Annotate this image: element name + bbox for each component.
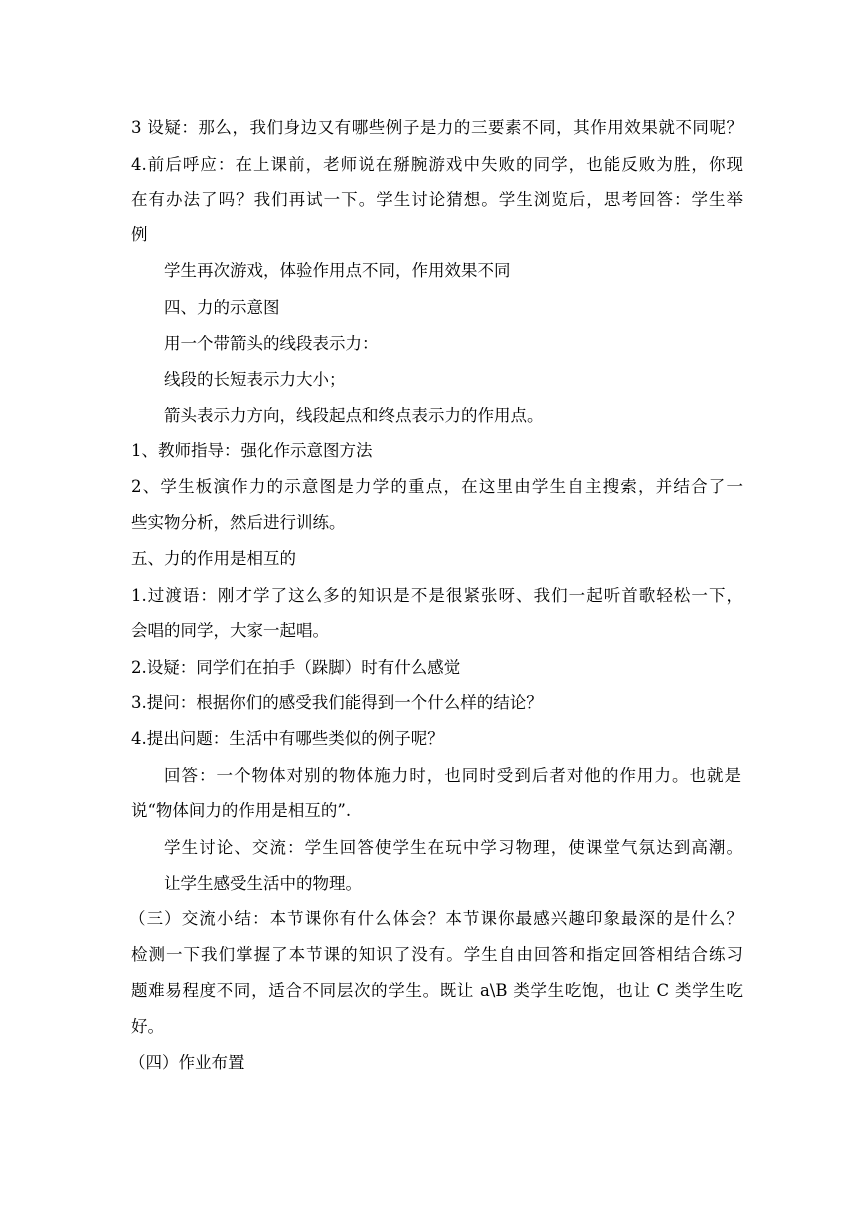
text-line-16: 2.设疑：同学们在拍手（跺脚）时有什么感觉 bbox=[131, 658, 461, 677]
text-line-2: 4.前后呼应：在上课前，老师说在掰腕游戏中失败的同学，也能反败为胜，你现 bbox=[131, 155, 743, 174]
text-line-7: 用一个带箭头的线段表示力： bbox=[164, 334, 379, 353]
text-line-12: 些实物分析，然后进行训练。 bbox=[131, 513, 346, 532]
text-line-17: 3.提问：根据你们的感受我们能得到一个什么样的结论？ bbox=[131, 693, 543, 712]
text-line-15: 会唱的同学，大家一起唱。 bbox=[131, 621, 329, 640]
text-line-26: 好。 bbox=[131, 1017, 164, 1036]
text-line-25: 题难易程度不同，适合不同层次的学生。既让 a\B 类学生吃饱，也让 C 类学生吃 bbox=[131, 981, 743, 1000]
text-line-4: 例 bbox=[131, 225, 148, 244]
text-line-24: 检测一下我们掌握了本节课的知识了没有。学生自由回答和指定回答相结合练习 bbox=[131, 945, 743, 964]
text-line-11: 2、学生板演作力的示意图是力学的重点，在这里由学生自主搜索，并结合了一 bbox=[131, 477, 743, 496]
text-line-18: 4.提出问题：生活中有哪些类似的例子呢？ bbox=[131, 729, 444, 748]
text-line-9: 箭头表示力方向，线段起点和终点表示力的作用点。 bbox=[164, 406, 544, 425]
text-line-22: 让学生感受生活中的物理。 bbox=[164, 874, 362, 893]
section-heading-4-homework: （四）作业布置 bbox=[129, 1053, 245, 1072]
text-line-1: 3 设疑：那么，我们身边又有哪些例子是力的三要素不同，其作用效果就不同呢？ bbox=[131, 118, 743, 137]
text-line-10: 1、教师指导：强化作示意图方法 bbox=[131, 441, 373, 460]
text-line-14: 1.过渡语：刚才学了这么多的知识是不是很紧张呀、我们一起听首歌轻松一下， bbox=[131, 586, 743, 605]
text-line-21: 学生讨论、交流：学生回答使学生在玩中学习物理，使课堂气氛达到高潮。 bbox=[164, 838, 743, 857]
text-line-20: 说“物体间力的作用是相互的”. bbox=[131, 801, 352, 820]
text-line-5: 学生再次游戏，体验作用点不同，作用效果不同 bbox=[164, 261, 511, 280]
text-line-3: 在有办法了吗？我们再试一下。学生讨论猜想。学生浏览后，思考回答：学生举 bbox=[131, 190, 743, 209]
section-heading-4: 四、力的示意图 bbox=[164, 298, 280, 317]
section-heading-3-summary: （三）交流小结：本节课你有什么体会？本节课你最感兴趣印象最深的是什么？ bbox=[129, 909, 743, 928]
text-line-8: 线段的长短表示力大小； bbox=[164, 370, 346, 389]
section-heading-5: 五、力的作用是相互的 bbox=[131, 549, 296, 568]
text-line-19: 回答：一个物体对别的物体施力时，也同时受到后者对他的作用力。也就是 bbox=[164, 766, 741, 785]
